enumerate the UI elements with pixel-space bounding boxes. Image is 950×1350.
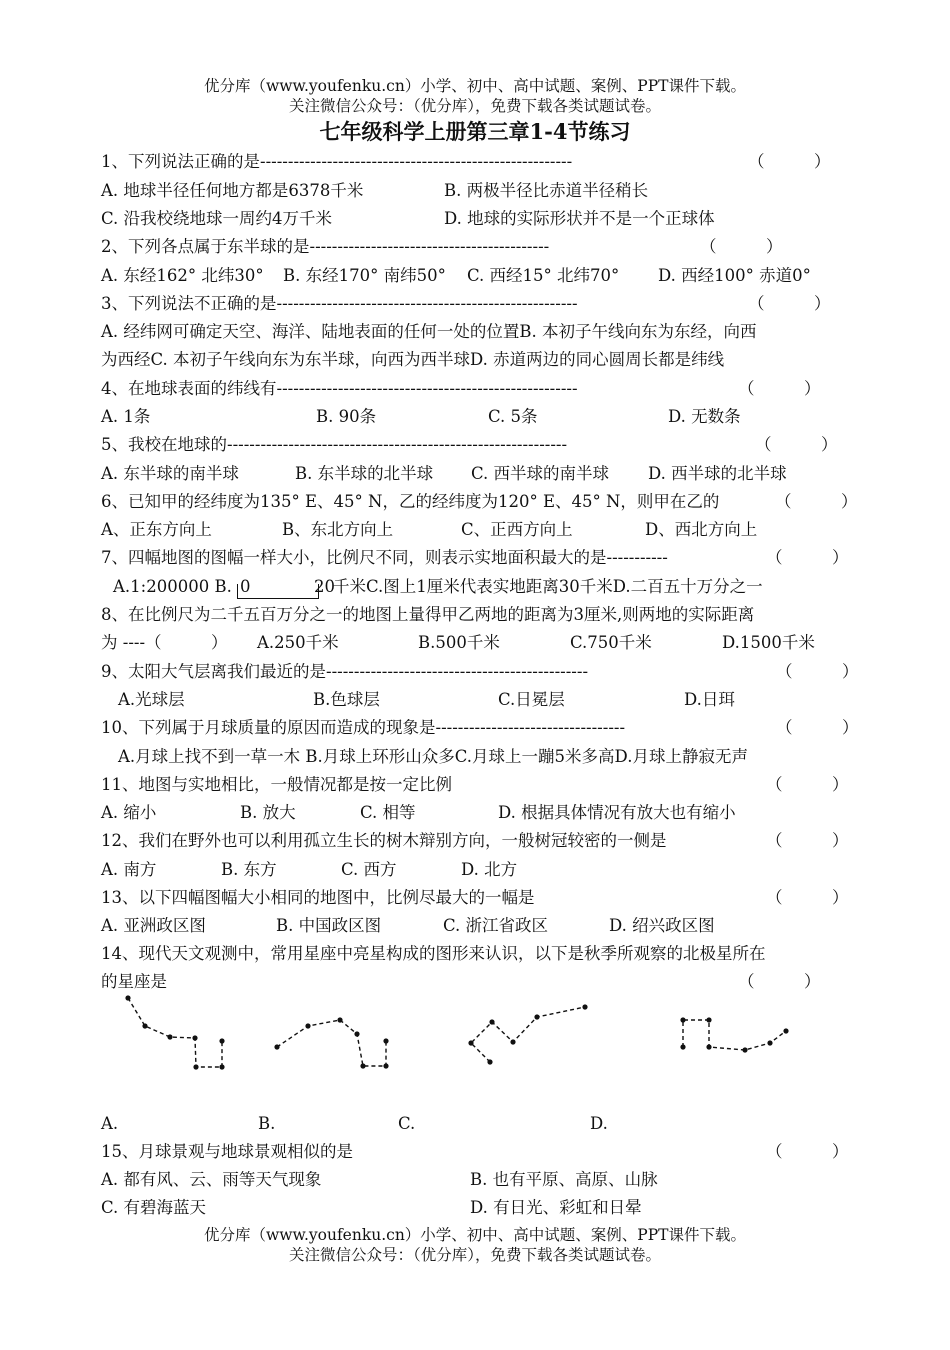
q12-option-c: C. 西方 [341, 860, 397, 879]
q2-option-b: B. 东经170° 南纬50° [283, 266, 446, 285]
star-a2 [142, 1023, 147, 1028]
star-d1 [680, 1044, 685, 1049]
q2-option-d: D. 西经100° 赤道0° [658, 266, 811, 285]
star-b4 [354, 1031, 359, 1036]
star-a1 [125, 995, 130, 1000]
q12-option-d: D. 北方 [461, 860, 518, 879]
q7-stem: 7、四幅地图的图幅一样大小，比例尺不同，则表示实地面积最大的是----------- [101, 548, 668, 567]
q6-option-a: A、正东方向上 [101, 520, 212, 539]
q11-stem: 11、地图与实地相比，一般情况都是按一定比例 [101, 775, 452, 794]
q9-option-d: D.日珥 [684, 690, 735, 709]
q13-answer-bracket: （ ） [766, 888, 849, 907]
star-d2 [680, 1017, 685, 1022]
header-line-1: 优分库（www.youfenku.cn）小学、初中、高中试题、案例、PPT课件下载。 [203, 77, 747, 95]
q4-option-b: B. 90条 [316, 407, 377, 426]
star-c3 [489, 1019, 494, 1024]
star-a7 [219, 1038, 224, 1043]
q13-option-b: B. 中国政区图 [276, 916, 382, 935]
q9-option-b: B.色球层 [313, 690, 380, 709]
q5-option-a: A. 东半球的南半球 [101, 464, 239, 483]
q15-stem: 15、月球景观与地球景观相似的是 [101, 1142, 353, 1161]
star-b3 [337, 1017, 342, 1022]
q14-answer-bracket: （ ） [738, 972, 821, 991]
star-b2 [305, 1023, 310, 1028]
star-a6 [219, 1064, 224, 1069]
star-d5 [742, 1047, 747, 1052]
star-b5 [360, 1063, 365, 1068]
q8-stem-line-2: 为 ----（ ） [101, 633, 228, 652]
q1-stem: 1、下列说法正确的是-------------------------------------------------------- [101, 152, 573, 171]
star-c6 [582, 1004, 587, 1009]
q8-option-b: B.500千米 [418, 633, 500, 652]
q3-stem: 3、下列说法不正确的是------------------------------------------------------ [101, 294, 578, 313]
q12-answer-bracket: （ ） [766, 831, 849, 850]
q1-option-d: D. 地球的实际形状并不是一个正球体 [444, 209, 715, 228]
q12-stem: 12、我们在野外也可以利用孤立生长的树木辩别方向，一般树冠较密的一侧是 [101, 831, 667, 850]
q15-option-b: B. 也有平原、高原、山脉 [470, 1170, 658, 1189]
q11-answer-bracket: （ ） [766, 775, 849, 794]
q3-answer-bracket: （ ） [748, 294, 831, 313]
q4-option-c: C. 5条 [488, 407, 538, 426]
star-d4 [706, 1044, 711, 1049]
q15-option-a: A. 都有风、云、雨等天气现象 [101, 1170, 322, 1189]
q14-stem-line-2: 的星座是 [101, 972, 167, 991]
q11-option-c: C. 相等 [360, 803, 416, 822]
q13-option-a: A. 亚洲政区图 [101, 916, 206, 935]
q11-option-b: B. 放大 [240, 803, 296, 822]
q5-option-b: B. 东半球的北半球 [295, 464, 434, 483]
footer-line-1: 优分库（www.youfenku.cn）小学、初中、高中试题、案例、PPT课件下载。 [203, 1226, 747, 1244]
q10-stem: 10、下列属于月球质量的原因而造成的现象是---------------------------------- [101, 718, 626, 737]
constellation-b [277, 1020, 386, 1066]
q6-option-c: C、正西方向上 [461, 520, 573, 539]
q10-options-line: A.月球上找不到一草一木 B.月球上环形山众多C.月球上一蹦5米多高D.月球上静寂无声 [118, 747, 748, 766]
q8-option-c: C.750千米 [570, 633, 652, 652]
q14-option-a: A. [101, 1114, 119, 1133]
q14-option-b: B. [258, 1114, 276, 1133]
q11-option-d: D. 根据具体情况有放大也有缩小 [498, 803, 736, 822]
q7-scale-zero: 0 [240, 577, 251, 596]
q14-stem-line-1: 14、现代天文观测中，常用星座中亮星构成的图形来认识，以下是秋季所观察的北极星所在 [101, 944, 766, 963]
q1-option-a: A. 地球半径任何地方都是6378千米 [101, 181, 364, 200]
star-d3 [706, 1017, 711, 1022]
q5-answer-bracket: （ ） [755, 435, 838, 454]
q7-option-a: A.1:200000 B. [113, 577, 232, 596]
page-title: 七年级科学上册第三章1-4节练习 [319, 119, 631, 144]
q15-option-c: C. 有碧海蓝天 [101, 1198, 207, 1217]
q9-answer-bracket: （ ） [776, 662, 859, 681]
q1-answer-bracket: （ ） [748, 152, 831, 171]
star-b1 [274, 1044, 279, 1049]
q8-stem-line-1: 8、在比例尺为二千五百万分之一的地图上量得甲乙两地的距离为3厘米,则两地的实际距离 [101, 605, 755, 624]
q3-options-line-2: 为西经C. 本初子午线向东为东半球，向西为西半球D. 赤道两边的同心圆周长都是纬线 [101, 350, 725, 369]
q11-option-a: A. 缩小 [101, 803, 157, 822]
q4-option-a: A. 1条 [101, 407, 151, 426]
constellation-c [471, 1007, 585, 1062]
q5-option-c: C. 西半球的南半球 [471, 464, 610, 483]
star-c1 [487, 1059, 492, 1064]
q6-stem: 6、已知甲的经纬度为135° E、45° N，乙的经纬度为120° E、45° N，则甲在乙的 [101, 492, 720, 511]
q9-stem: 9、太阳大气层离我们最近的是----------------------------------------------- [101, 662, 589, 681]
q8-option-a: A.250千米 [257, 633, 339, 652]
q13-option-c: C. 浙江省政区 [443, 916, 549, 935]
q5-option-d: D. 西半球的北半球 [648, 464, 787, 483]
header-line-2: 关注微信公众号：（优分库），免费下载各类试题试卷。 [288, 97, 661, 115]
q15-answer-bracket: （ ） [766, 1142, 849, 1161]
q9-option-a: A.光球层 [118, 690, 185, 709]
star-a3 [167, 1034, 172, 1039]
q14-option-d: D. [590, 1114, 608, 1133]
q13-option-d: D. 绍兴政区图 [609, 916, 715, 935]
q12-option-b: B. 东方 [221, 860, 277, 879]
q4-stem: 4、在地球表面的纬线有------------------------------------------------------ [101, 379, 578, 398]
q6-answer-bracket: （ ） [775, 492, 858, 511]
star-c4 [510, 1039, 515, 1044]
q2-option-a: A. 东经162° 北纬30° [101, 266, 264, 285]
q12-option-a: A. 南方 [101, 860, 157, 879]
star-c2 [468, 1040, 473, 1045]
star-a4 [192, 1035, 197, 1040]
constellation-a [128, 998, 222, 1067]
q15-option-d: D. 有日光、彩虹和日晕 [470, 1198, 642, 1217]
star-d6 [767, 1040, 772, 1045]
q7-scale-max: 20 [314, 577, 335, 596]
q10-answer-bracket: （ ） [776, 718, 859, 737]
q6-option-d: D、西北方向上 [645, 520, 758, 539]
q7-answer-bracket: （ ） [766, 548, 849, 567]
star-b7 [383, 1038, 388, 1043]
q1-option-b: B. 两极半径比赤道半径稍长 [444, 181, 649, 200]
star-b6 [383, 1063, 388, 1068]
q9-option-c: C.日冕层 [498, 690, 565, 709]
q2-option-c: C. 西经15° 北纬70° [467, 266, 620, 285]
footer-line-2: 关注微信公众号：（优分库），免费下载各类试题试卷。 [288, 1246, 661, 1264]
q8-option-d: D.1500千米 [722, 633, 815, 652]
q13-stem: 13、以下四幅图幅大小相同的地图中，比例尽最大的一幅是 [101, 888, 535, 907]
q14-option-c: C. [398, 1114, 416, 1133]
q3-options-line-1: A. 经纬网可确定天空、海洋、陆地表面的任何一处的位置B. 本初子午线向东为东经，向西 [101, 322, 757, 341]
q7-option-rest: 千米C.图上1厘米代表实地距离30千米D.二百五十万分之一 [333, 577, 763, 596]
q5-stem: 5、我校在地球的------------------------------------------------------------- [101, 435, 568, 454]
q6-option-b: B、东北方向上 [282, 520, 394, 539]
q2-stem: 2、下列各点属于东半球的是------------------------------------------- [101, 237, 550, 256]
q4-option-d: D. 无数条 [668, 407, 741, 426]
q2-answer-bracket: （ ） [700, 237, 783, 256]
star-a5 [193, 1064, 198, 1069]
q1-option-c: C. 沿我校绕地球一周约4万千米 [101, 209, 333, 228]
q4-answer-bracket: （ ） [738, 379, 821, 398]
star-d7 [783, 1028, 788, 1033]
star-c5 [534, 1014, 539, 1019]
